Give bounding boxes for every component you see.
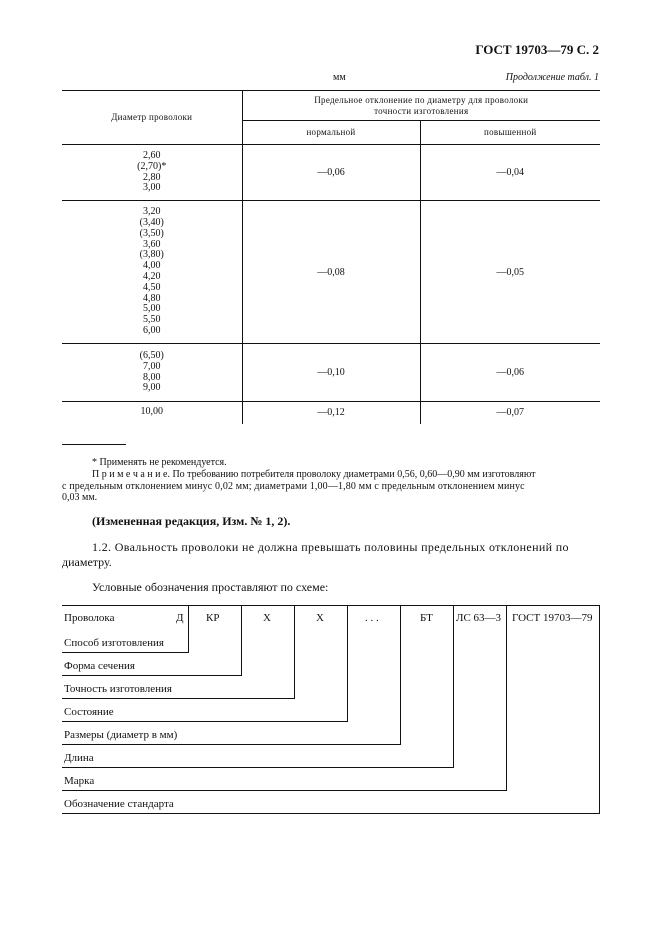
scheme-hline xyxy=(62,813,600,814)
note-line-3: 0,03 мм. xyxy=(62,492,98,503)
footnote-separator xyxy=(62,444,126,445)
scheme-top-line xyxy=(62,605,600,606)
header-tolerance: Предельное отклонение по диаметру для проволоки точности изготовления xyxy=(242,91,600,121)
high-cell: —0,07 xyxy=(420,402,600,424)
scheme-hline xyxy=(62,675,242,676)
header-normal: нормальной xyxy=(242,121,420,145)
code-state: Х xyxy=(316,612,324,624)
scheme-intro: Условные обозначения проставляют по схеме: xyxy=(92,580,329,594)
scheme-hline xyxy=(62,767,454,768)
table-unit: мм xyxy=(333,72,346,83)
normal-cell: —0,06 xyxy=(242,145,420,201)
code-shape: КР xyxy=(206,612,220,624)
scheme-vline xyxy=(188,605,189,652)
label-method: Способ изготовления xyxy=(64,637,164,649)
label-accuracy: Точность изготовления xyxy=(64,683,172,695)
diameter-cell: 10,00 xyxy=(140,406,163,418)
label-state: Состояние xyxy=(64,706,114,718)
scheme-hline xyxy=(62,790,507,791)
table-row xyxy=(62,344,600,402)
label-standard: Обозначение стандарта xyxy=(64,798,174,810)
label-size: Размеры (диаметр в мм) xyxy=(64,729,178,741)
high-cell: —0,06 xyxy=(420,344,600,402)
tolerance-table xyxy=(62,90,600,424)
para-1-2-line-1: 1.2. Овальность проволоки не должна превышать половины предельных отклонений по xyxy=(92,540,569,554)
scheme-vline xyxy=(400,605,401,744)
amendment: (Измененная редакция, Изм. № 1, 2). xyxy=(92,514,291,528)
header-diameter: Диаметр проволоки xyxy=(62,91,242,145)
scheme-hline xyxy=(62,744,401,745)
table-continuation: Продолжение табл. 1 xyxy=(505,72,599,83)
normal-cell: —0,12 xyxy=(242,402,420,424)
footnote: * Применять не рекомендуется. xyxy=(92,457,227,468)
scheme-hline xyxy=(62,652,189,653)
code-length: БТ xyxy=(420,612,433,624)
page-header: ГОСТ 19703—79 С. 2 xyxy=(475,42,599,57)
note-line-2: с предельным отклонением минус 0,02 мм; диаметрами 1,00—1,80 мм с предельным отклонением минус xyxy=(62,481,525,492)
note-text-1: По требованию потребителя проволоку диаметрами 0,56, 0,60—0,90 мм изготовляют xyxy=(172,469,536,480)
scheme-vline xyxy=(506,605,507,790)
high-cell: —0,05 xyxy=(420,201,600,344)
label-grade: Марка xyxy=(64,775,95,787)
scheme-vline xyxy=(347,605,348,721)
note-line-1 xyxy=(92,469,600,481)
normal-cell: —0,10 xyxy=(242,344,420,402)
code-grade: ЛС 63—3 xyxy=(456,612,502,624)
scheme-vline xyxy=(599,605,600,813)
code-standard: ГОСТ 19703—79 xyxy=(512,612,593,624)
diameter-cell: (6,50) 7,00 8,00 9,00 xyxy=(62,344,242,402)
para-1-2-line-2: диаметру. xyxy=(62,555,112,569)
code-size: . . . xyxy=(365,612,379,624)
normal-cell: —0,08 xyxy=(242,201,420,344)
label-length: Длина xyxy=(64,752,94,764)
table-row xyxy=(62,145,600,201)
code-accuracy: Х xyxy=(263,612,271,624)
table-row xyxy=(62,402,600,424)
table-row xyxy=(62,201,600,344)
diameter-cell: 3,20 (3,40) (3,50) 3,60 (3,80) 4,00 4,20 4,50 4,80 5,00 5,50 6,00 xyxy=(62,201,242,344)
high-cell: —0,04 xyxy=(420,145,600,201)
scheme-vline xyxy=(241,605,242,675)
note-label: П р и м е ч а н и е. xyxy=(92,469,170,480)
scheme-first-word: Проволока xyxy=(64,612,115,624)
scheme-hline xyxy=(62,698,295,699)
scheme-vline xyxy=(453,605,454,767)
code-method: Д xyxy=(176,612,184,624)
label-shape: Форма сечения xyxy=(64,660,135,672)
header-high: повышенной xyxy=(420,121,600,145)
scheme-hline xyxy=(62,721,348,722)
diameter-cell: 2,60 (2,70)* 2,80 3,00 xyxy=(62,145,242,201)
scheme-vline xyxy=(294,605,295,698)
